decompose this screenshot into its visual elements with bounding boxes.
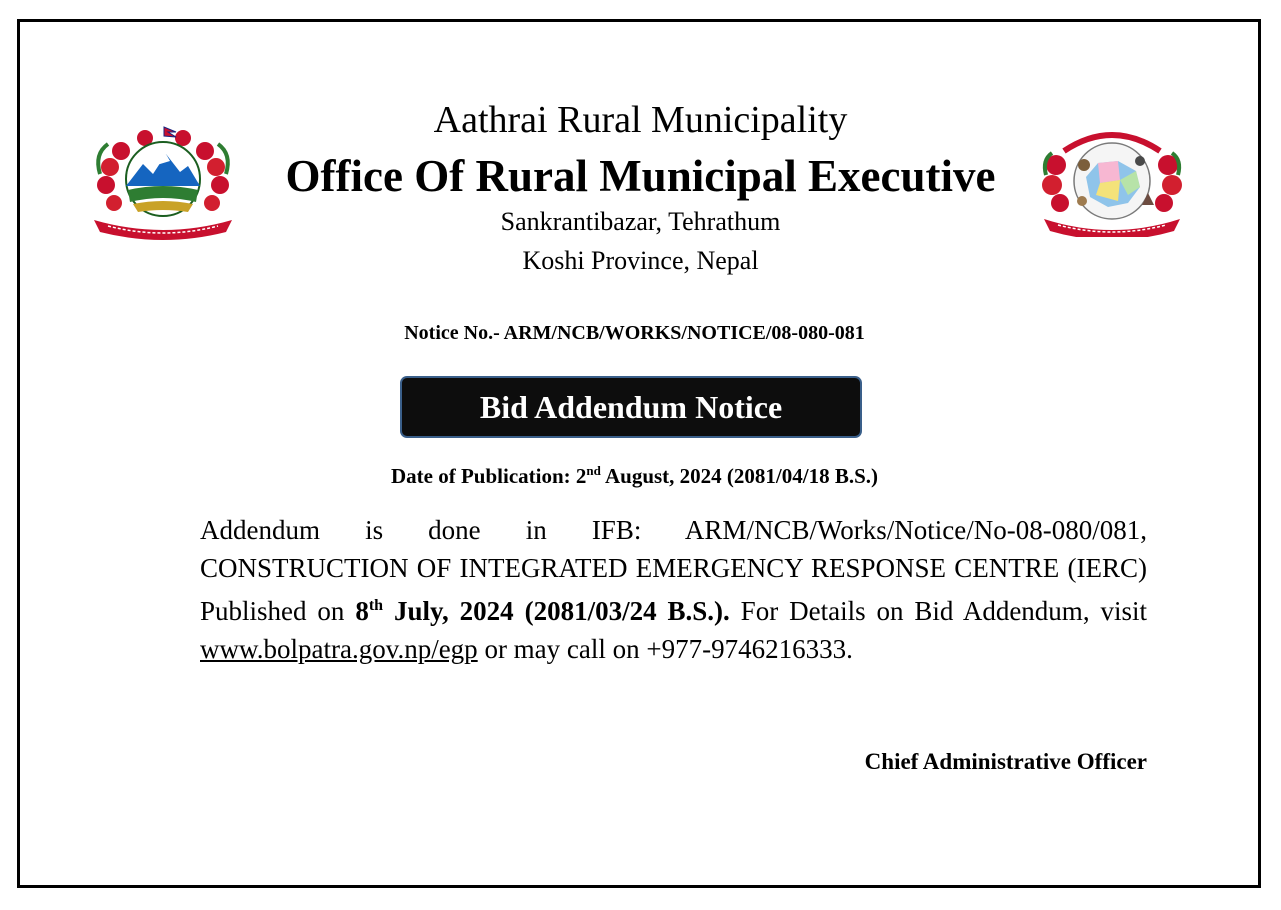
address-line-2: Koshi Province, Nepal [522,246,759,275]
body-part-1: Addendum is done in IFB: ARM/NCB/Works/Notice/No-08-080/081, CONSTRUCTION OF INTEGRATED EMERGENCY RESPONSE CENTRE (IERC) Published on [200,515,1147,626]
publication-date [0,463,1269,489]
published-date [355,596,729,626]
bolpatra-link[interactable]: www.bolpatra.gov.np/egp [200,634,478,664]
published-day: 8 [355,596,369,626]
body-part-2: For Details on Bid Addendum, visit [729,596,1147,626]
publication-date-label: Date of Publication: [391,464,571,488]
address-line-1: Sankrantibazar, Tehrathum [500,207,781,236]
body-part-3: or may call on +977-9746216333. [477,634,853,664]
notice-number: Notice No.- ARM/NCB/WORKS/NOTICE/08-080-081 [404,322,865,344]
publication-date-day: 2 [575,464,587,488]
published-day-suffix: th [368,597,384,614]
published-date-rest: July, 2024 (2081/03/24 B.S.). [383,596,730,626]
office-title: Office Of Rural Municipal Executive [285,151,996,201]
notice-body [200,511,1147,668]
notice-title-box [400,376,862,438]
publication-date-rest: August, 2024 (2081/04/18 B.S.) [604,464,878,488]
notice-title: Bid Addendum Notice [479,388,783,425]
publication-date-suffix: nd [586,463,601,478]
signature-title: Chief Administrative Officer [864,749,1147,774]
municipality-name: Aathrai Rural Municipality [433,99,848,141]
